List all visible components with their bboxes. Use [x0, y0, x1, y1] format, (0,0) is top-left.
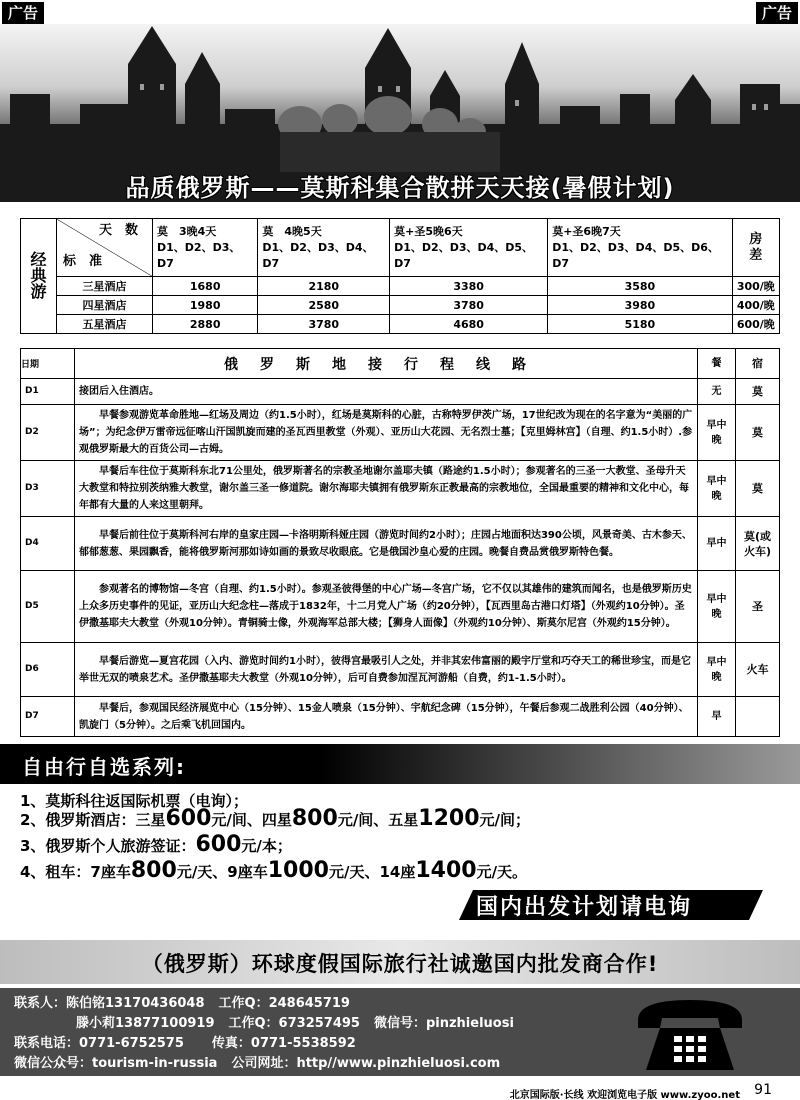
package-title: 莫+圣6晚7天: [552, 224, 621, 238]
item-text: 元/间、五星: [337, 811, 419, 829]
stay-header: 宿: [736, 349, 780, 379]
contact-work-qq: 工作Q：673257495: [228, 1016, 360, 1031]
price-cell: 1980: [153, 296, 258, 315]
day-stay: [736, 697, 780, 737]
price-highlight: 1000: [267, 858, 329, 883]
date-header: 日期: [21, 349, 75, 379]
corner-days-label: 天 数: [98, 223, 138, 238]
itinerary-title: 俄罗斯地接行程线路: [75, 349, 698, 379]
item-text: 元/天、9座车: [176, 863, 268, 881]
day-description: 早餐后前往位于莫斯科河右岸的皇家庄园—卡洛明斯科娅庄园（游览时间约2小时）；庄园占地面积达390公顷，风景奇美、古木参天、郁郁葱葱、果园飘香，能将俄罗斯河那如诗如画的景致尽收眼底。它是俄国沙皇心爱的庄园。晚餐自费品赏俄罗斯特色餐。: [75, 517, 698, 571]
day-label: D3: [21, 461, 75, 517]
footer-text: 北京国际版·长线 欢迎浏览电子版 www.zyoo.net: [509, 1090, 740, 1100]
day-stay: 莫: [736, 461, 780, 517]
price-cell: 3980: [548, 296, 732, 315]
price-cell: 3780: [390, 296, 548, 315]
item-text: 元/天、14座: [328, 863, 416, 881]
day-description: 早餐后车往位于莫斯科东北71公里处，俄罗斯著名的宗教圣地谢尔盖耶夫镇（路途约1.5小时）；参观著名的三圣一大教堂、圣母升天大教堂和特拉别茨纳雅大教堂，谢尔盖三圣一修道院。谢尔海耶夫镇拥有俄罗斯东正教最高的宗教地位，全国最重要的精神和文化中心，每年都有大量的人来这里朝拜。: [75, 461, 698, 517]
price-cell: 2880: [153, 315, 258, 334]
package-days: D1、D2、D3、D4、D5、D6、D7: [552, 240, 719, 270]
price-highlight: 600: [165, 806, 212, 831]
price-cell: 2580: [258, 296, 390, 315]
room-diff-header: 房 差: [732, 219, 779, 277]
contact-fax: 传真：0771-5538592: [211, 1036, 356, 1051]
page-footer: [0, 1082, 800, 1100]
day-label: D4: [21, 517, 75, 571]
price-cell: 1680: [153, 277, 258, 296]
item-text: 4、租车：7座车: [20, 863, 131, 881]
consult-banner: [466, 886, 766, 926]
day-meals: 无: [698, 379, 736, 405]
hotel-name: 五星酒店: [57, 315, 153, 334]
price-cell: 3780: [258, 315, 390, 334]
day-label: D6: [21, 643, 75, 697]
price-highlight: 600: [195, 832, 242, 857]
contact-wechat: 微信号：pinzhieluosi: [373, 1016, 514, 1031]
room-diff-cell: 300/晚: [732, 277, 779, 296]
price-cell: 4680: [390, 315, 548, 334]
day-meals: 早中晚: [698, 461, 736, 517]
day-description: 接团后入住酒店。: [75, 379, 698, 405]
table-row: [21, 643, 780, 697]
table-row: [21, 315, 780, 334]
package-header: [548, 219, 732, 277]
room-diff-cell: 400/晚: [732, 296, 779, 315]
item-text: 元/间、四星: [211, 811, 292, 829]
day-meals: 早中晚: [698, 571, 736, 643]
contact-phone: 联系电话：0771-6752575: [14, 1036, 184, 1051]
day-description: 早餐后游览—夏宫花园（入内、游览时间约1小时），彼得宫最吸引人之处，并非其宏伟富丽的殿宇厅堂和巧夺天工的稀世珍宝，而是它举世无双的喷泉艺术。圣伊撒基耶夫大教堂（外观10分钟），后可自费参加涅瓦河游船（自费，约1-1.5小时）。: [75, 643, 698, 697]
contact-public-account: 微信公众号：tourism-in-russia: [14, 1056, 218, 1071]
contact-person: 陈伯铭13170436048: [66, 996, 205, 1011]
category-label: 经典游: [21, 219, 57, 334]
day-meals: 早中: [698, 517, 736, 571]
package-header: [258, 219, 390, 277]
day-stay: 圣: [736, 571, 780, 643]
package-header: [390, 219, 548, 277]
itinerary-table: [20, 348, 780, 737]
day-description: 参观著名的博物馆—冬宫（自理、约1.5小时）。参观圣彼得堡的中心广场—冬宫广场，它不仅以其雄伟的建筑而闻名，也是俄罗斯历史上众多历史事件的见证，亚历山大纪念柱—落成于1832年，十二月党人广场（约20分钟），【瓦西里岛古港口灯塔】（外观约10分钟）。圣伊撒基耶夫大教堂（外观10分钟）。青铜骑士像，外观海军总部大楼；【狮身人面像】（外观约10分钟）、斯莫尔尼宫（外观约15分钟）。: [75, 571, 698, 643]
package-days: D1、D2、D3、D7: [157, 240, 241, 270]
day-label: D5: [21, 571, 75, 643]
day-description: 早餐参观游览革命胜地—红场及周边（约1.5小时），红场是莫斯科的心脏，古称特罗伊茨广场，17世纪改为现在的名字意为“美丽的广场”；为纪念伊万雷帝远征喀山汗国凯旋而建的圣瓦西里教堂（外观）、亚历山大花园、无名烈士墓；【克里姆林宫】（自理、约1.5小时）.参观俄罗斯最大的百货公司—古姆。: [75, 405, 698, 461]
contact-panel: [0, 988, 800, 1076]
contact-person: 滕小莉13877100919: [76, 1016, 215, 1031]
ad-label: 广告: [2, 2, 44, 24]
day-label: D1: [21, 379, 75, 405]
free-item-visa: [20, 832, 292, 857]
package-header: [153, 219, 258, 277]
hotel-name: 三星酒店: [57, 277, 153, 296]
price-highlight: 1400: [415, 858, 477, 883]
meal-header: 餐: [698, 349, 736, 379]
item-text: 2、俄罗斯酒店：三星: [20, 811, 166, 829]
page-number: 91: [754, 1082, 772, 1098]
day-label: D7: [21, 697, 75, 737]
package-title: 莫+圣5晚6天: [394, 224, 463, 238]
free-travel-title: 自由行自选系列:: [22, 755, 186, 779]
free-item-airfare: 1、莫斯科往返国际机票（电询）；: [20, 792, 248, 810]
free-item-car-rental: [20, 858, 527, 883]
invite-banner: [0, 940, 800, 984]
table-row: [21, 379, 780, 405]
price-highlight: 800: [291, 806, 338, 831]
day-meals: 早: [698, 697, 736, 737]
package-title: 莫 4晚5天: [262, 224, 322, 238]
invite-text: （俄罗斯）环球度假国际旅行社诚邀国内批发商合作!: [141, 952, 659, 976]
price-cell: 3380: [390, 277, 548, 296]
price-highlight: 800: [130, 858, 177, 883]
price-table: [20, 218, 780, 334]
table-corner: [57, 219, 153, 277]
price-cell: 5180: [548, 315, 732, 334]
day-meals: 早中晚: [698, 643, 736, 697]
price-cell: 3580: [548, 277, 732, 296]
day-stay: 莫: [736, 379, 780, 405]
table-row: [21, 697, 780, 737]
contact-line: [14, 1032, 356, 1051]
telephone-icon: [630, 990, 750, 1074]
contact-line: [76, 1012, 514, 1031]
contact-line: [14, 1052, 500, 1071]
contact-label: 联系人：: [14, 996, 67, 1011]
contact-line: [14, 992, 350, 1011]
ad-label: 广告: [756, 2, 798, 24]
day-meals: 早中晚: [698, 405, 736, 461]
day-description: 早餐后，参观国民经济展览中心（15分钟）、15金人喷泉（15分钟）、宇航纪念碑（15分钟），午餐后参观二战胜利公园（40分钟）、凯旋门（5分钟）。之后乘飞机回国内。: [75, 697, 698, 737]
contact-website: 公司网址：http//www.pinzhieluosi.com: [231, 1056, 501, 1071]
free-travel-banner: [0, 744, 800, 784]
table-row: [21, 405, 780, 461]
day-stay: 莫(或火车): [736, 517, 780, 571]
item-text: 元/天。: [476, 863, 528, 881]
package-days: D1、D2、D3、D4、D7: [262, 240, 374, 270]
contact-work-qq: 工作Q：248645719: [218, 996, 350, 1011]
consult-text: 国内出发计划请电询: [476, 895, 693, 920]
item-text: 3、俄罗斯个人旅游签证：: [20, 837, 196, 855]
room-diff-cell: 600/晚: [732, 315, 779, 334]
corner-standard-label: 标 准: [63, 254, 103, 269]
table-row: [21, 571, 780, 643]
table-row: [21, 517, 780, 571]
day-stay: 莫: [736, 405, 780, 461]
table-row: [21, 461, 780, 517]
hotel-name: 四星酒店: [57, 296, 153, 315]
day-stay: 火车: [736, 643, 780, 697]
package-title: 莫 3晚4天: [157, 224, 217, 238]
item-text: 元/间；: [479, 811, 531, 829]
banner-title: 品质俄罗斯——莫斯科集合散拼天天接(暑假计划): [125, 174, 675, 202]
free-item-hotel: [20, 806, 530, 831]
day-label: D2: [21, 405, 75, 461]
item-text: 元/本；: [241, 837, 292, 855]
table-row: [21, 296, 780, 315]
price-highlight: 1200: [418, 806, 480, 831]
price-cell: 2180: [258, 277, 390, 296]
table-row: [21, 277, 780, 296]
package-days: D1、D2、D3、D4、D5、D7: [394, 240, 534, 270]
